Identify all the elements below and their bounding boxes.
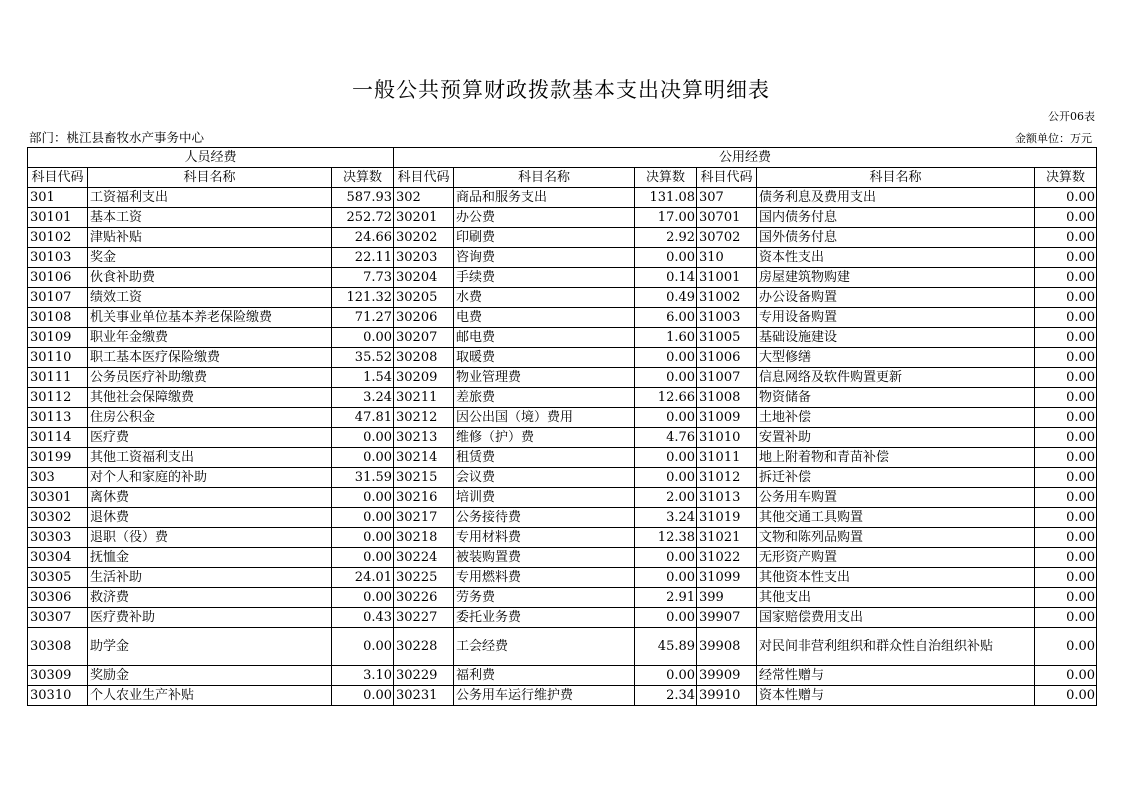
item-amount: 0.00 [332,328,394,348]
item-code: 30102 [28,228,88,248]
item-code: 30216 [394,488,454,508]
item-name: 公务接待费 [454,508,635,528]
item-name: 办公设备购置 [757,288,1035,308]
item-code: 307 [697,188,757,208]
item-name: 医疗费补助 [88,608,332,628]
item-name: 印刷费 [454,228,635,248]
item-name: 国家赔偿费用支出 [757,608,1035,628]
item-amount: 0.00 [635,548,697,568]
item-code: 30304 [28,548,88,568]
page-title: 一般公共预算财政拨款基本支出决算明细表 [352,78,770,102]
item-amount: 0.00 [1035,448,1097,468]
item-code: 303 [28,468,88,488]
item-code: 30227 [394,608,454,628]
item-code: 30306 [28,588,88,608]
item-amount: 0.00 [1035,488,1097,508]
item-code: 30101 [28,208,88,228]
item-amount: 3.24 [332,388,394,408]
item-amount: 24.01 [332,568,394,588]
item-amount: 24.66 [332,228,394,248]
item-amount: 131.08 [635,188,697,208]
item-code: 30231 [394,686,454,706]
table-row [28,608,1097,628]
item-amount: 45.89 [635,628,697,666]
item-name: 专用设备购置 [757,308,1035,328]
item-amount: 0.00 [1035,628,1097,666]
item-code: 30199 [28,448,88,468]
item-amount: 3.24 [635,508,697,528]
table-row [28,408,1097,428]
item-amount: 71.27 [332,308,394,328]
item-code: 39909 [697,666,757,686]
item-name: 助学金 [88,628,332,666]
item-name: 办公费 [454,208,635,228]
item-amount: 0.00 [332,508,394,528]
item-amount: 0.00 [1035,428,1097,448]
item-amount: 0.00 [1035,248,1097,268]
item-code: 31001 [697,268,757,288]
col-header-name: 科目名称 [454,168,635,188]
item-name: 邮电费 [454,328,635,348]
item-amount: 0.00 [635,608,697,628]
item-code: 31003 [697,308,757,328]
item-name: 无形资产购置 [757,548,1035,568]
item-name: 债务利息及费用支出 [757,188,1035,208]
item-name: 离休费 [88,488,332,508]
item-code: 31010 [697,428,757,448]
item-code: 30226 [394,588,454,608]
item-amount: 0.00 [1035,368,1097,388]
item-code: 30204 [394,268,454,288]
item-amount: 0.14 [635,268,697,288]
table-row [28,686,1097,706]
item-amount: 0.00 [1035,686,1097,706]
item-name: 职业年金缴费 [88,328,332,348]
item-name: 其他支出 [757,588,1035,608]
item-name: 津贴补贴 [88,228,332,248]
table-row [28,568,1097,588]
item-name: 福利费 [454,666,635,686]
item-amount: 0.00 [1035,548,1097,568]
table-row [28,268,1097,288]
item-code: 30201 [394,208,454,228]
item-name: 培训费 [454,488,635,508]
item-name: 大型修缮 [757,348,1035,368]
item-name: 公务用车运行维护费 [454,686,635,706]
item-code: 30114 [28,428,88,448]
group-header-personnel: 人员经费 [28,148,394,168]
item-amount: 0.00 [332,548,394,568]
item-name: 机关事业单位基本养老保险缴费 [88,308,332,328]
item-amount: 0.00 [1035,568,1097,588]
item-name: 会议费 [454,468,635,488]
item-name: 退休费 [88,508,332,528]
table-row [28,288,1097,308]
item-code: 30209 [394,368,454,388]
item-code: 31013 [697,488,757,508]
item-amount: 0.00 [1035,348,1097,368]
item-code: 301 [28,188,88,208]
item-code: 31011 [697,448,757,468]
item-code: 399 [697,588,757,608]
item-amount: 0.00 [332,448,394,468]
item-amount: 0.00 [1035,288,1097,308]
table-row [28,488,1097,508]
item-name: 工资福利支出 [88,188,332,208]
item-code: 30228 [394,628,454,666]
col-header-name: 科目名称 [88,168,332,188]
item-code: 30109 [28,328,88,348]
item-name: 地上附着物和青苗补偿 [757,448,1035,468]
item-amount: 2.00 [635,488,697,508]
item-amount: 0.00 [1035,588,1097,608]
item-name: 国外债务付息 [757,228,1035,248]
item-code: 30702 [697,228,757,248]
item-name: 专用燃料费 [454,568,635,588]
group-header-public: 公用经费 [394,148,1097,168]
table-row [28,468,1097,488]
item-name: 个人农业生产补贴 [88,686,332,706]
item-code: 31005 [697,328,757,348]
item-amount: 2.91 [635,588,697,608]
item-code: 30107 [28,288,88,308]
item-amount: 0.00 [332,428,394,448]
col-header-amount: 决算数 [1035,168,1097,188]
item-name: 资本性赠与 [757,686,1035,706]
item-code: 30110 [28,348,88,368]
item-amount: 0.00 [635,666,697,686]
item-code: 30211 [394,388,454,408]
item-amount: 0.00 [1035,508,1097,528]
item-code: 30224 [394,548,454,568]
item-amount: 0.00 [1035,308,1097,328]
item-name: 其他工资福利支出 [88,448,332,468]
item-amount: 12.38 [635,528,697,548]
item-amount: 0.00 [332,686,394,706]
item-name: 奖励金 [88,666,332,686]
table-row [28,528,1097,548]
item-name: 其他交通工具购置 [757,508,1035,528]
item-name: 对个人和家庭的补助 [88,468,332,488]
item-amount: 587.93 [332,188,394,208]
table-row [28,628,1097,666]
item-amount: 0.00 [635,408,697,428]
item-code: 30208 [394,348,454,368]
table-row [28,368,1097,388]
item-name: 抚恤金 [88,548,332,568]
item-code: 30214 [394,448,454,468]
item-code: 31008 [697,388,757,408]
item-amount: 0.00 [332,628,394,666]
item-amount: 0.00 [1035,268,1097,288]
item-code: 30302 [28,508,88,528]
item-amount: 47.81 [332,408,394,428]
item-code: 302 [394,188,454,208]
item-amount: 121.32 [332,288,394,308]
item-name: 租赁费 [454,448,635,468]
item-amount: 1.54 [332,368,394,388]
item-name: 经常性赠与 [757,666,1035,686]
col-header-amount: 决算数 [332,168,394,188]
item-amount: 12.66 [635,388,697,408]
item-amount: 0.00 [1035,328,1097,348]
item-amount: 0.00 [635,468,697,488]
item-name: 因公出国（境）费用 [454,408,635,428]
item-code: 30229 [394,666,454,686]
item-name: 差旅费 [454,388,635,408]
item-name: 生活补助 [88,568,332,588]
item-name: 维修（护）费 [454,428,635,448]
item-amount: 0.00 [332,528,394,548]
item-name: 拆迁补偿 [757,468,1035,488]
col-header-amount: 决算数 [635,168,697,188]
item-amount: 31.59 [332,468,394,488]
item-code: 30212 [394,408,454,428]
item-code: 39910 [697,686,757,706]
expenditure-table [27,147,1097,706]
item-code: 30203 [394,248,454,268]
item-name: 基本工资 [88,208,332,228]
item-name: 其他资本性支出 [757,568,1035,588]
item-code: 31002 [697,288,757,308]
item-code: 30301 [28,488,88,508]
item-code: 31006 [697,348,757,368]
item-amount: 0.00 [1035,468,1097,488]
table-row [28,328,1097,348]
table-row [28,448,1097,468]
item-name: 被装购置费 [454,548,635,568]
amount-unit-label: 金额单位：万元 [1015,132,1092,145]
item-code: 30108 [28,308,88,328]
table-row [28,188,1097,208]
item-code: 31009 [697,408,757,428]
item-amount: 0.49 [635,288,697,308]
item-name: 手续费 [454,268,635,288]
item-code: 30225 [394,568,454,588]
item-code: 39908 [697,628,757,666]
item-name: 信息网络及软件购置更新 [757,368,1035,388]
col-header-code: 科目代码 [28,168,88,188]
item-code: 30303 [28,528,88,548]
item-code: 30215 [394,468,454,488]
item-name: 房屋建筑物购建 [757,268,1035,288]
item-amount: 0.00 [1035,608,1097,628]
item-code: 30308 [28,628,88,666]
item-amount: 0.00 [1035,528,1097,548]
item-name: 安置补助 [757,428,1035,448]
item-code: 30307 [28,608,88,628]
item-code: 30113 [28,408,88,428]
item-name: 救济费 [88,588,332,608]
item-code: 30309 [28,666,88,686]
item-amount: 3.10 [332,666,394,686]
item-amount: 0.00 [635,348,697,368]
item-amount: 7.73 [332,268,394,288]
item-name: 资本性支出 [757,248,1035,268]
item-amount: 0.43 [332,608,394,628]
item-name: 商品和服务支出 [454,188,635,208]
item-code: 30106 [28,268,88,288]
item-name: 文物和陈列品购置 [757,528,1035,548]
item-code: 31019 [697,508,757,528]
item-name: 劳务费 [454,588,635,608]
item-name: 委托业务费 [454,608,635,628]
item-amount: 0.00 [635,368,697,388]
item-name: 土地补偿 [757,408,1035,428]
table-row [28,208,1097,228]
item-code: 310 [697,248,757,268]
item-code: 30206 [394,308,454,328]
item-amount: 35.52 [332,348,394,368]
item-name: 伙食补助费 [88,268,332,288]
item-name: 咨询费 [454,248,635,268]
item-amount: 0.00 [635,248,697,268]
item-name: 物资储备 [757,388,1035,408]
item-amount: 0.00 [635,568,697,588]
item-name: 取暖费 [454,348,635,368]
item-amount: 0.00 [635,448,697,468]
item-amount: 4.76 [635,428,697,448]
table-row [28,308,1097,328]
item-name: 医疗费 [88,428,332,448]
item-amount: 0.00 [1035,208,1097,228]
table-row [28,248,1097,268]
table-row [28,388,1097,408]
item-code: 39907 [697,608,757,628]
table-code: 公开06表 [1048,110,1095,123]
item-name: 职工基本医疗保险缴费 [88,348,332,368]
col-header-code: 科目代码 [697,168,757,188]
item-amount: 0.00 [1035,188,1097,208]
item-amount: 0.00 [1035,666,1097,686]
item-amount: 0.00 [332,488,394,508]
item-name: 物业管理费 [454,368,635,388]
table-row [28,428,1097,448]
table-row [28,348,1097,368]
item-name: 工会经费 [454,628,635,666]
table-row [28,228,1097,248]
item-code: 31012 [697,468,757,488]
item-code: 31007 [697,368,757,388]
item-amount: 6.00 [635,308,697,328]
item-code: 30205 [394,288,454,308]
item-code: 30310 [28,686,88,706]
item-code: 30701 [697,208,757,228]
item-name: 基础设施建设 [757,328,1035,348]
item-code: 30112 [28,388,88,408]
item-code: 30202 [394,228,454,248]
item-name: 公务用车购置 [757,488,1035,508]
item-amount: 2.34 [635,686,697,706]
item-amount: 1.60 [635,328,697,348]
item-code: 30207 [394,328,454,348]
item-code: 30111 [28,368,88,388]
table-row [28,508,1097,528]
item-amount: 2.92 [635,228,697,248]
item-name: 公务员医疗补助缴费 [88,368,332,388]
item-name: 退职（役）费 [88,528,332,548]
item-amount: 0.00 [1035,388,1097,408]
col-header-code: 科目代码 [394,168,454,188]
item-code: 30103 [28,248,88,268]
item-amount: 17.00 [635,208,697,228]
item-amount: 22.11 [332,248,394,268]
item-name: 住房公积金 [88,408,332,428]
item-code: 30217 [394,508,454,528]
item-name: 电费 [454,308,635,328]
item-amount: 0.00 [332,588,394,608]
department-label: 部门：桃江县畜牧水产事务中心 [29,130,205,145]
item-code: 30218 [394,528,454,548]
item-name: 绩效工资 [88,288,332,308]
item-name: 其他社会保障缴费 [88,388,332,408]
item-code: 30305 [28,568,88,588]
item-name: 国内债务付息 [757,208,1035,228]
item-code: 31022 [697,548,757,568]
item-name: 水费 [454,288,635,308]
item-code: 31021 [697,528,757,548]
item-amount: 252.72 [332,208,394,228]
item-code: 30213 [394,428,454,448]
table-row [28,548,1097,568]
item-amount: 0.00 [1035,408,1097,428]
item-name: 奖金 [88,248,332,268]
item-name: 专用材料费 [454,528,635,548]
item-amount: 0.00 [1035,228,1097,248]
col-header-name: 科目名称 [757,168,1035,188]
table-row [28,666,1097,686]
table-row [28,588,1097,608]
item-code: 31099 [697,568,757,588]
item-name: 对民间非营利组织和群众性自治组织补贴 [757,628,1035,666]
